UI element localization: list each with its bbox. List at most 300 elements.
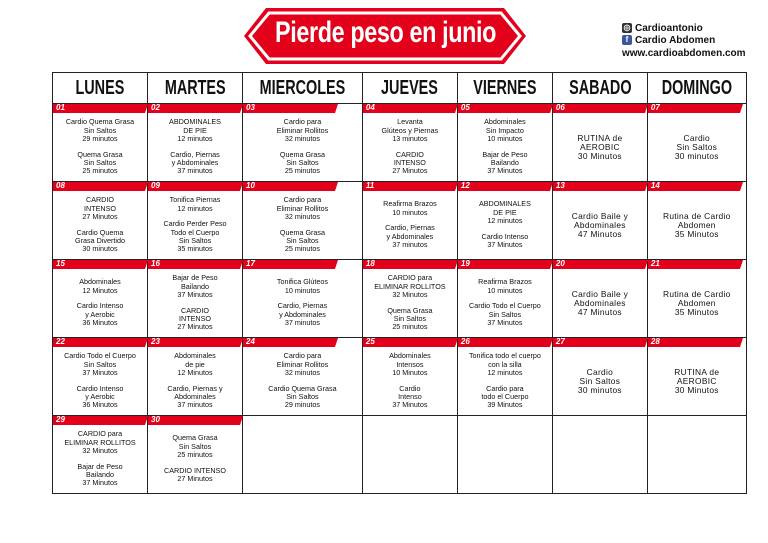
day-number: 17: [246, 259, 255, 268]
workout-entry: [167, 385, 222, 410]
workout-line: 29 minutos: [284, 400, 321, 410]
workout-list: [53, 269, 147, 337]
workout-entry: [392, 151, 427, 176]
workout-line: Todo el Cuerpo: [170, 227, 220, 237]
workout-entry: [278, 302, 328, 327]
day-number: 09: [151, 181, 160, 190]
workout-entry: [675, 134, 719, 161]
workout-line: 47 Minutos: [577, 306, 622, 317]
day-number-bar: [458, 104, 553, 113]
workout-line: Tonifica Glúteos: [276, 277, 329, 287]
workout-line: Sin Saltos: [83, 125, 117, 135]
workout-list: [458, 113, 552, 181]
weekday-header: JUEVES: [362, 73, 457, 104]
workout-list: [458, 269, 552, 337]
day-number: 14: [650, 181, 660, 190]
workout-line: Abdominales: [484, 117, 526, 127]
day-number: 27: [555, 337, 565, 346]
workout-list: [553, 269, 647, 337]
workout-entry: [482, 151, 527, 176]
workout-entry: [577, 134, 622, 161]
day-cell: [148, 416, 243, 494]
workout-line: Sin Saltos: [286, 235, 319, 245]
day-cell: [552, 338, 647, 416]
day-number-bar: [648, 338, 743, 347]
workout-line: Bailando: [181, 281, 209, 291]
week-row: [53, 182, 747, 260]
day-number: 03: [246, 103, 255, 112]
workout-line: Quema Grasa: [172, 433, 218, 443]
workout-line: y Aerobic: [85, 309, 115, 319]
workout-line: CARDIO: [181, 305, 209, 315]
workout-line: Cardio, Piernas y: [167, 383, 223, 393]
workout-line: Sin Saltos: [83, 359, 117, 369]
workout-line: Cardio, Piernas: [385, 223, 435, 233]
workout-list: [243, 191, 362, 259]
workout-line: Reafirma Brazos: [478, 277, 532, 287]
day-number-bar: [553, 104, 648, 113]
workout-line: todo el Cuerpo: [481, 391, 529, 401]
workout-line: Bailando: [490, 157, 519, 167]
workout-list: [243, 347, 362, 415]
workout-line: 12 minutos: [487, 216, 523, 226]
workout-line: Quema Grasa: [77, 149, 123, 159]
workout-list: [553, 113, 647, 181]
day-number: 23: [151, 337, 160, 346]
workout-line: Quema Grasa: [279, 227, 326, 237]
workout-line: Cardio para: [283, 351, 322, 361]
day-cell: [53, 182, 148, 260]
empty-day-cell: [552, 416, 647, 494]
workout-line: Cardio Intenso: [76, 383, 124, 393]
day-number-bar: [553, 260, 648, 269]
empty-day-cell: [457, 416, 552, 494]
workout-entry: [169, 118, 221, 143]
workout-line: 30 Minutos: [674, 384, 719, 395]
day-cell: [552, 104, 647, 182]
workout-line: Cardio Quema Grasa: [268, 383, 337, 393]
day-cell: [647, 260, 746, 338]
day-cell: [148, 104, 243, 182]
day-cell: [552, 182, 647, 260]
day-number-bar: [148, 338, 243, 347]
day-number: 29: [56, 415, 65, 424]
workout-list: [243, 269, 362, 337]
workout-line: 35 Minutos: [674, 228, 719, 239]
workout-list: [53, 191, 147, 259]
day-cell: [457, 104, 552, 182]
workout-line: 30 minutos: [577, 384, 622, 395]
workout-entry: [77, 302, 124, 327]
workout-line: DE PIE: [183, 125, 207, 135]
day-number: 02: [151, 103, 160, 112]
workout-list: [648, 269, 746, 337]
workout-line: Sin Saltos: [579, 375, 621, 386]
workout-line: ELIMINAR ROLLITOS: [374, 281, 446, 291]
day-cell: [53, 104, 148, 182]
workout-line: Cardio para: [486, 383, 524, 393]
workout-line: y Abdominales: [386, 231, 434, 241]
day-number: 18: [365, 259, 375, 268]
workout-line: 30 Minutos: [577, 150, 622, 161]
facebook-icon: f: [622, 35, 632, 45]
workout-entry: [663, 212, 731, 239]
day-number-bar: [53, 104, 148, 113]
day-number: 08: [56, 181, 65, 190]
workout-line: 12 minutos: [177, 134, 213, 144]
workout-line: de pie: [185, 359, 205, 369]
workout-entry: [389, 352, 431, 377]
title-banner: [244, 8, 526, 64]
day-number: 15: [56, 259, 65, 268]
workout-line: 35 Minutos: [674, 306, 719, 317]
workout-line: Levanta: [397, 117, 423, 127]
workout-entry: [77, 385, 124, 410]
workout-line: CARDIO para: [77, 429, 123, 439]
workout-line: 30 minutos: [674, 150, 719, 161]
workout-line: Sin Saltos: [676, 141, 718, 152]
day-number-bar: [458, 182, 553, 191]
workout-entry: [277, 118, 329, 143]
workout-entry: [82, 196, 117, 221]
workout-line: Cardio Intenso: [481, 231, 529, 241]
day-cell: [647, 104, 746, 182]
day-cell: [647, 182, 746, 260]
workout-line: Rutina de Cardio: [662, 210, 731, 221]
workout-entry: [674, 368, 719, 395]
workout-entry: [479, 200, 531, 225]
workout-line: 13 minutos: [392, 134, 428, 144]
workout-list: [458, 347, 552, 415]
day-number: 05: [460, 103, 470, 112]
workout-line: CARDIO: [395, 149, 424, 159]
workout-entry: [268, 385, 336, 410]
workout-entry: [387, 307, 432, 332]
workout-entry: [572, 212, 628, 239]
workout-line: 37 Minutos: [82, 368, 118, 378]
day-cell: [53, 260, 148, 338]
workout-line: Sin Saltos: [286, 391, 319, 401]
day-number-bar: [243, 104, 338, 113]
workout-entry: [663, 290, 731, 317]
workout-line: 37 Minutos: [487, 240, 523, 250]
workout-entry: [79, 278, 121, 295]
workout-line: 37 minutos: [177, 400, 213, 410]
day-cell: [362, 338, 457, 416]
workout-list: [148, 269, 242, 337]
workout-line: Cardio Intenso: [76, 301, 124, 311]
workout-line: Abdominales: [389, 351, 431, 361]
day-number: 12: [460, 181, 470, 190]
day-cell: [148, 182, 243, 260]
website-link[interactable]: www.cardioabdomen.com: [622, 48, 746, 59]
day-number-bar: [53, 182, 148, 191]
day-cell: [53, 338, 148, 416]
facebook-label: Cardio Abdomen: [635, 34, 716, 46]
week-row: [53, 416, 747, 494]
instagram-icon: ◎: [623, 23, 631, 32]
workout-line: Abdominales: [574, 297, 626, 308]
workout-entry: [164, 467, 226, 484]
workout-line: Sin Saltos: [178, 441, 212, 451]
workout-line: 10 minutos: [284, 285, 321, 295]
workout-entry: [172, 434, 217, 459]
workout-line: 37 Minutos: [487, 318, 523, 328]
day-number-bar: [243, 260, 338, 269]
day-number: 06: [555, 103, 565, 112]
workout-line: Cardio Baile y: [571, 210, 629, 221]
workout-entry: [572, 290, 628, 317]
workout-line: Sin Saltos: [178, 235, 212, 245]
workout-line: Intensos: [396, 359, 424, 369]
day-cell: [243, 338, 363, 416]
workout-line: Cardio: [399, 383, 421, 393]
day-number: 24: [246, 337, 255, 346]
week-row: [53, 104, 747, 182]
day-number-bar: [458, 338, 553, 347]
workout-line: Cardio Todo el Cuerpo: [64, 351, 136, 361]
day-number: 07: [650, 103, 660, 112]
workout-entry: [280, 151, 325, 176]
day-number-bar: [148, 416, 243, 425]
workout-entry: [64, 352, 136, 377]
workout-list: [648, 347, 746, 415]
social-block: [622, 22, 762, 59]
workout-entry: [469, 302, 541, 327]
day-number: 25: [365, 337, 375, 346]
workout-entry: [66, 118, 134, 143]
workout-line: DE PIE: [493, 207, 517, 217]
facebook-handle[interactable]: [622, 34, 762, 46]
day-cell: [362, 182, 457, 260]
workout-list: [243, 113, 362, 181]
workout-entry: [77, 151, 122, 176]
weekday-header: DOMINGO: [647, 73, 746, 104]
workout-line: Eliminar Rollitos: [276, 359, 329, 369]
workout-line: Cardio para: [283, 117, 322, 127]
workout-line: 37 Minutos: [82, 478, 118, 488]
workout-line: Cardio: [683, 132, 711, 143]
workout-line: 29 minutos: [82, 134, 118, 144]
day-number: 10: [246, 181, 255, 190]
day-number-bar: [53, 338, 148, 347]
day-number: 01: [56, 103, 65, 112]
day-cell: [647, 338, 746, 416]
workout-entry: [177, 307, 212, 332]
workout-line: CARDIO INTENSO: [164, 465, 226, 475]
workout-line: 36 Minutos: [82, 400, 118, 410]
workout-line: 27 Minutos: [82, 212, 118, 222]
workout-entry: [64, 430, 135, 455]
workout-line: Sin Saltos: [488, 309, 522, 319]
day-number: 19: [460, 259, 470, 268]
workout-entry: [482, 233, 529, 250]
workout-entry: [277, 278, 328, 295]
workout-line: Cardio Quema Grasa: [65, 117, 135, 127]
workout-line: 12 Minutos: [177, 368, 213, 378]
weekday-header: MARTES: [148, 73, 243, 104]
workout-line: 32 minutos: [284, 212, 321, 222]
workout-line: 10 minutos: [487, 134, 523, 144]
workout-entry: [374, 274, 445, 299]
day-number: 28: [650, 337, 660, 346]
workout-list: [148, 113, 242, 181]
workout-line: con la silla: [488, 359, 522, 369]
workout-list: [648, 113, 746, 181]
day-number: 26: [460, 337, 470, 346]
workout-line: Quema Grasa: [387, 305, 433, 315]
workout-line: ABDOMINALES: [478, 199, 531, 209]
workout-line: RUTINA de: [577, 132, 623, 143]
workout-line: 37 minutos: [392, 240, 428, 250]
workout-list: [53, 425, 147, 493]
workout-line: CARDIO: [86, 195, 114, 205]
workout-line: Reafirma Brazos: [383, 199, 437, 209]
workout-line: 32 Minutos: [82, 446, 118, 456]
day-number: 13: [555, 181, 565, 190]
day-cell: [148, 260, 243, 338]
workout-line: Eliminar Rollitos: [276, 203, 329, 213]
workout-line: RUTINA de: [674, 366, 720, 377]
workout-entry: [478, 278, 532, 295]
workout-line: y Aerobic: [85, 391, 115, 401]
day-number: 04: [365, 103, 375, 112]
week-row: [53, 260, 747, 338]
workout-entry: [75, 229, 125, 254]
workout-entry: [170, 151, 220, 176]
day-cell: [243, 182, 363, 260]
workout-list: [363, 347, 457, 415]
day-number-bar: [148, 260, 243, 269]
workout-line: Quema Grasa: [279, 149, 326, 159]
day-number-bar: [648, 104, 743, 113]
day-number-bar: [648, 182, 743, 191]
workout-line: 25 minutos: [82, 166, 118, 176]
workout-line: Glúteos y Piernas: [381, 125, 439, 135]
day-cell: [362, 260, 457, 338]
day-number-bar: [148, 104, 243, 113]
workout-list: [53, 113, 147, 181]
workout-line: INTENSO: [84, 203, 116, 213]
workout-line: 32 Minutos: [392, 290, 428, 300]
day-number-bar: [458, 260, 553, 269]
workout-line: Cardio Todo el Cuerpo: [469, 301, 541, 311]
workout-entry: [382, 118, 439, 143]
weekday-header: VIERNES: [457, 73, 552, 104]
day-cell: [552, 260, 647, 338]
workout-line: Cardio para: [283, 195, 322, 205]
workout-line: Tonifica todo el cuerpo: [468, 351, 541, 361]
day-cell: [148, 338, 243, 416]
empty-day-cell: [362, 416, 457, 494]
workout-line: INTENSO: [179, 313, 211, 323]
workout-line: Tonifica Piernas: [169, 195, 221, 205]
workout-line: Grasa Divertido: [75, 235, 125, 245]
weekday-header: LUNES: [53, 73, 148, 104]
workout-entry: [172, 274, 217, 299]
workout-list: [148, 425, 242, 493]
day-cell: [457, 338, 552, 416]
workout-line: 47 Minutos: [577, 228, 622, 239]
workout-entry: [280, 229, 325, 254]
workout-list: [363, 191, 457, 259]
day-cell: [53, 416, 148, 494]
workout-list: [53, 347, 147, 415]
workout-line: Sin Saltos: [83, 157, 117, 167]
workout-list: [553, 191, 647, 259]
workout-line: ELIMINAR ROLLITOS: [64, 437, 136, 447]
instagram-handle[interactable]: [622, 22, 762, 34]
day-cell: [457, 182, 552, 260]
workout-line: 27 Minutos: [392, 166, 428, 176]
day-cell: [362, 104, 457, 182]
workout-line: Abdominales: [174, 351, 216, 361]
day-number-bar: [363, 338, 458, 347]
workout-entry: [163, 220, 226, 254]
workout-entry: [484, 118, 526, 143]
workout-line: Intenso: [398, 391, 422, 401]
workout-entry: [174, 352, 216, 377]
day-number-bar: [553, 338, 648, 347]
workout-list: [363, 113, 457, 181]
day-cell: [243, 104, 363, 182]
day-number: 20: [555, 259, 565, 268]
workout-line: 36 Minutos: [82, 318, 118, 328]
workout-line: 32 minutos: [284, 134, 321, 144]
workout-line: Abdomen: [677, 219, 716, 230]
workout-line: 35 minutos: [177, 244, 213, 254]
workout-line: 37 Minutos: [487, 166, 523, 176]
workout-line: Sin Saltos: [393, 313, 427, 323]
workout-line: Bajar de Peso: [482, 149, 528, 159]
weekday-header: MIERCOLES: [243, 73, 363, 104]
workout-line: 37 minutos: [284, 318, 321, 328]
day-number-bar: [53, 260, 148, 269]
workout-line: 37 minutos: [177, 166, 213, 176]
day-number-bar: [363, 260, 458, 269]
workout-list: [148, 347, 242, 415]
workout-line: 25 minutos: [284, 244, 321, 254]
day-number: 30: [151, 415, 160, 424]
day-number-bar: [648, 260, 743, 269]
workout-entry: [77, 463, 122, 488]
workout-line: Cardio, Piernas: [277, 301, 328, 311]
workout-line: Cardio: [586, 366, 614, 377]
workout-line: Bajar de Peso: [172, 273, 218, 283]
day-cell: [243, 260, 363, 338]
instagram-label: Cardioantonio: [635, 22, 703, 34]
day-number: 11: [365, 181, 375, 190]
workout-line: 32 minutos: [284, 368, 321, 378]
workout-line: CARDIO para: [387, 273, 433, 283]
workout-line: INTENSO: [393, 157, 426, 167]
workout-list: [148, 191, 242, 259]
workout-line: 30 minutos: [82, 244, 118, 254]
workout-entry: [481, 385, 528, 410]
workout-line: Bajar de Peso: [77, 461, 123, 471]
workout-line: Eliminar Rollitos: [276, 125, 329, 135]
workout-line: Abdomen: [677, 297, 716, 308]
workout-line: Rutina de Cardio: [662, 288, 731, 299]
workout-line: 39 Minutos: [487, 400, 523, 410]
workout-entry: [392, 385, 427, 410]
workout-line: Cardio Baile y: [571, 288, 629, 299]
workout-line: 25 minutos: [392, 322, 428, 332]
workout-line: Cardio Quema: [76, 227, 124, 237]
calendar-table: [52, 72, 747, 494]
workout-line: 27 Minutos: [177, 474, 213, 484]
workout-list: [458, 191, 552, 259]
